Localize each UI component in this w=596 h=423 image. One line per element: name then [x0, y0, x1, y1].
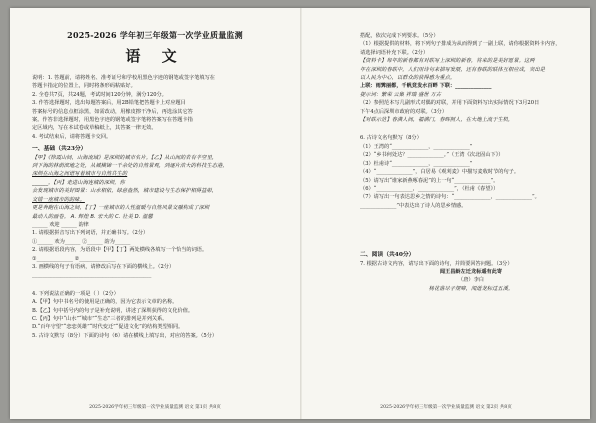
text-line: （7）请写出一句表达思乡之情的诗句：“______________，______________”。	[360, 194, 540, 201]
text-line: （4）“______________”，白居易《观刈麦》中描写麦收时节的句子。	[360, 169, 520, 176]
option-line: D.“百年守望”“恋恋英雄”“时代变迁”“促进文化”的结构类型相同。	[32, 324, 184, 331]
question-5: 5. 古诗文默写（8分）下面的诗句（6）请在横线上填写出，对应的答案。（5分）	[32, 332, 218, 339]
answer-line: ①______________ ②______________	[32, 255, 116, 262]
text-line: （2）参照范本写几副形式对偶的对联，并用下面资料写出实际情况下3月20日	[360, 100, 540, 107]
question-7: 7. 根据古诗文内容，请写出下面的诗句，并简要回答问题。（3分）	[360, 260, 513, 267]
subject-title: 语 文	[125, 47, 185, 65]
text-line: 【对联示范】春满人间，福满门，春晖照人，在大地上流于生机，	[360, 117, 514, 124]
exam-title: 2025-2026 学年初三年级第一次学业质量监测	[67, 30, 243, 40]
text-line: 下午4点后深圳市政府的对联。（3分）	[360, 108, 448, 115]
text-line: （1）根据提供的材料，将下列句子排成为从而得到了一副上联，请你根据资料卡内容，	[360, 41, 561, 48]
instruction-line: 定区域内，写在本试卷或草稿纸上，其答案一律无效。	[32, 125, 157, 132]
text-line: 以人民为中心，以群众的获得感为重点。	[360, 75, 456, 82]
answer-line: ______________________________________________	[32, 272, 152, 279]
exam-sheet	[10, 8, 590, 419]
passage-line: 到下海的林荫滨地之处，从城横锦一千余处的自然景观，到逐片浩大的科技生态港，	[32, 163, 228, 170]
text-line: 提示词：繁荣 云集 祥瑞 盛世 万古	[360, 91, 442, 98]
text-line: ______________”中表达出了诗人的思乡情感。	[360, 202, 467, 209]
right-page	[302, 8, 590, 419]
poem-author: （唐）李白	[458, 277, 484, 284]
instruction-line: 2. 全卷共7页，共24题，考试时间120分钟，满分120分。	[32, 91, 167, 98]
passage-line: 更是奔跑在山海之间，【丁】一座城市的人性温暖与自然风景交融构成了深圳	[32, 205, 210, 212]
question-4: 4. 下列说法正确的一项是（ ）（2分）	[32, 290, 119, 297]
passage-line: ______。【丙】走进山海连城的深圳，你	[32, 179, 125, 186]
passage-line: 交错一座城市的韵味。	[32, 196, 85, 203]
passage-block	[32, 154, 290, 221]
passage-line: 【甲】《徐霞山间，山海流域》是深圳的城市名片。【乙】从山间的若有半空里，	[32, 154, 218, 161]
section-heading: 一、基础（共23分）	[32, 146, 87, 153]
page-footer: 2025-2026学年初三年级第一次学业质量监测 语文 第1页 共8页	[89, 405, 221, 410]
text-line: （6）“______________，______________”，（杜甫《春望》）	[360, 185, 499, 192]
question-1: 1. 请根据拼音写出下列词语，并正确书写。（2分）	[32, 230, 149, 237]
page-footer: 2025-2026学年初三年级第一次学业质量监测 语文 第2页 共8页	[380, 405, 512, 410]
instruction-line: 4. 考试结束后，请将答题卡交回。	[32, 133, 112, 140]
text-line: （2）“乡书何处达？______________。”（王湾《次北固山下》）	[360, 152, 504, 159]
option-line: B.【乙】句中括号内的句子是补充说明，讲述了深圳获得的文化价值。	[32, 307, 194, 314]
pinyin-line: ______ 欢迎 ______ 韵律	[32, 221, 89, 228]
poem-line: 杨花落尽子规啼，闻道龙标过五溪。	[428, 285, 514, 292]
text-line: （5）请写出“谁家新燕啄春泥”的上一句“______________”。	[360, 177, 499, 184]
text-line: 上联：雨霁丽都，千帆竞发水百畔 下联：______________	[360, 83, 492, 90]
instructions-block	[32, 74, 290, 141]
text-line: （1）王湾的“______________，______________”	[360, 143, 473, 150]
instruction-line: 答题卡指定的位置上，同时将条形码粘贴好。	[32, 83, 136, 90]
question-3: 3. 画横线的句子有语病，请修改后写在下面的横线上。（2分）	[32, 263, 175, 270]
text-line: 年在深圳的春联中，人们用诗句来描写发展，还有春联的联体互相应成，突出是	[360, 66, 546, 73]
text-line: （3）杜甫诗“______________，______________”	[360, 160, 473, 167]
poem-title: 闻王昌龄左迁龙标遥有此寄	[439, 268, 503, 275]
instruction-line: 案。作答非选择题时，用黑色字迹的钢笔或签字笔将答案写在答题卡指	[32, 117, 193, 124]
text-line: 搭配，依次完成下列要求。（5分）	[360, 33, 439, 39]
section-heading: 二、阅读（共40分）	[360, 252, 415, 259]
passage-line: 会发现城市的美好图景：山水相依，绿意盎然，城市建设与生态保护相得益彰，	[32, 188, 218, 195]
text-line: 请选择词语补充下联。（2分）	[360, 49, 429, 56]
instruction-line: 答案标号的信息点框涂黑，如需改动，用橡皮擦干净后，再选涂其它答	[32, 108, 193, 115]
passage-line: 深圳在山海之间谱写着城市与自然共生的	[32, 171, 128, 178]
text-line: 【资料卡】每年的新春都有对联写上深圳的新春，将来的是美好愿景。这两	[360, 58, 535, 65]
question-2: 2. 请根据语段内容，为语段中【甲】【丁】两处横线各填写一个恰当的词语。	[32, 247, 208, 254]
passage-line: 最动人的画卷。 A. 辉煌 B. 宏大的 C. 壮美 D. 温馨	[32, 213, 153, 220]
right-content	[360, 32, 582, 293]
text-line: 6. 古诗文名句默写（8分）	[360, 135, 422, 142]
option-line: A.【甲】句中书名号的使用是正确的，因为它表示文章的名称。	[32, 299, 178, 306]
answer-line: ①______ 欢为______ ②______ 韵为______	[32, 238, 131, 245]
instruction-line: 3. 作答选择题时，选出每题答案后，用2B铅笔把答题卡上对应题目	[32, 100, 186, 107]
left-page	[10, 8, 300, 419]
option-line: C.【丙】句中“山水”“城市”“生态”三者的排列是并列关系。	[32, 315, 168, 322]
instruction-line: 说明：1. 答题前，请将姓名、准考证号和学校用黑色字迹的钢笔或签字笔填写在	[32, 75, 215, 81]
left-content	[32, 74, 290, 340]
